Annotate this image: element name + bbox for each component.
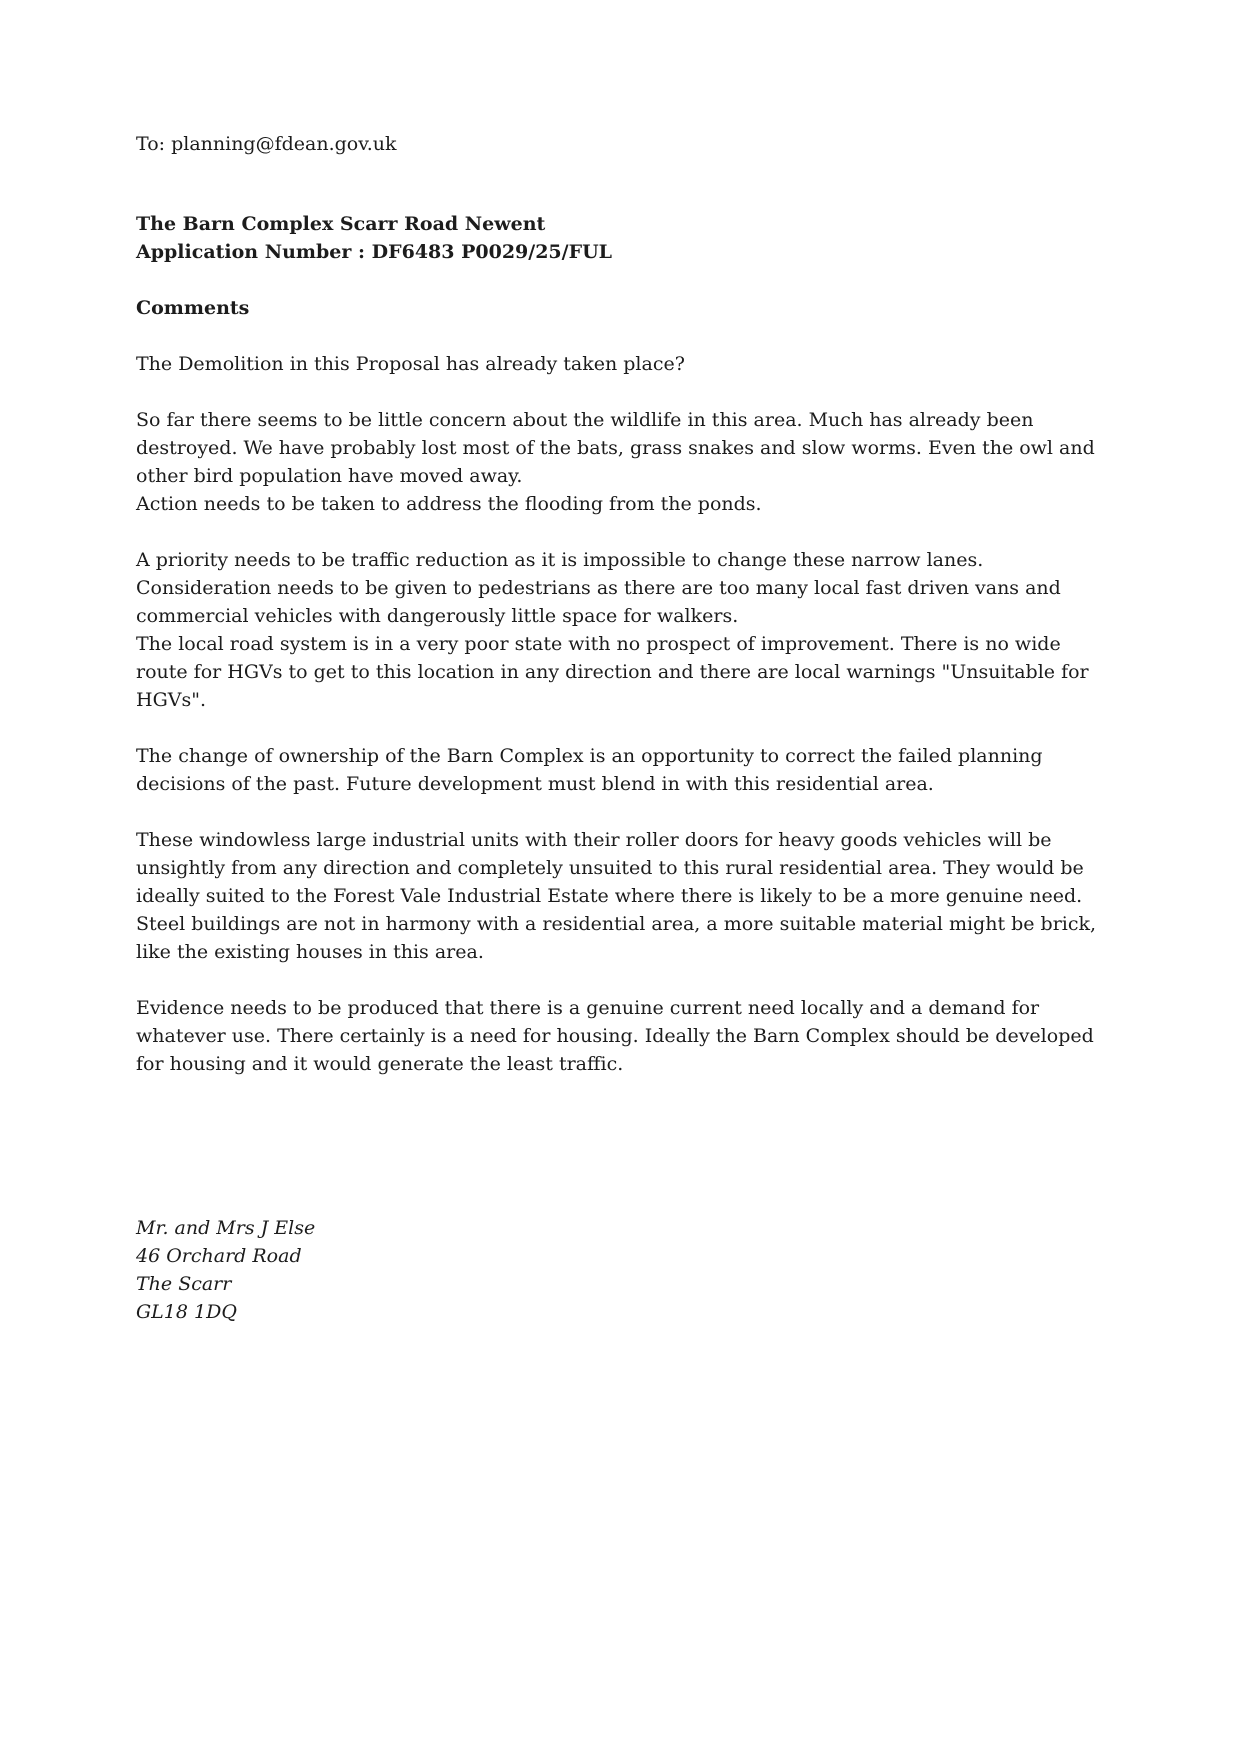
paragraph-traffic — [136, 546, 1105, 714]
paragraph-line: These windowless large industrial units with their roller doors for heavy goods vehicles will be unsightly from any direction and completely unsuited to this rural residential area. They would be ideally suited to the Forest Vale Industrial Estate where there is likely to be a more genuine need. — [136, 829, 1084, 907]
subject-title: The Barn Complex Scarr Road Newent — [136, 213, 546, 235]
subject-block — [136, 210, 1105, 266]
paragraph-line: Evidence needs to be produced that there is a genuine current need locally and a demand for whatever use. There certainly is a need for housing. Ideally the Barn Complex should be developed for housing and it would generate the least traffic. — [136, 997, 1094, 1075]
to-line: To: planning@fdean.gov.uk — [136, 133, 397, 155]
paragraph-line: The local road system is in a very poor state with no prospect of improvement. There is no wide route for HGVs to get to this location in any direction and there are local warnings "Unsuitable for HGVs". — [136, 633, 1089, 711]
paragraph-ownership — [136, 742, 1105, 798]
paragraph-industrial-units — [136, 826, 1105, 966]
paragraph-line: Action needs to be taken to address the flooding from the ponds. — [136, 493, 762, 515]
paragraph-line: So far there seems to be little concern about the wildlife in this area. Much has already been destroyed. We have probably lost most of the bats, grass snakes and slow worms. Even the owl and other bird population have moved away. — [136, 409, 1095, 487]
paragraph-line: The Demolition in this Proposal has already taken place? — [136, 353, 685, 375]
paragraph-line: A priority needs to be traffic reduction as it is impossible to change these narrow lanes. Consideration needs to be given to pedestrians as there are too many local fast driven vans and commercial vehicles with dangerously little space for walkers. — [136, 549, 1061, 627]
paragraph-demolition — [136, 350, 1105, 378]
signature-name: Mr. and Mrs J Else — [136, 1217, 316, 1239]
paragraph-line: Steel buildings are not in harmony with a residential area, a more suitable material might be brick, like the existing houses in this area. — [136, 913, 1097, 963]
signature-locality: The Scarr — [136, 1273, 232, 1295]
signature-block — [136, 1214, 1105, 1326]
paragraph-line: The change of ownership of the Barn Complex is an opportunity to correct the failed planning decisions of the past. Future development must blend in with this residential area. — [136, 745, 1043, 795]
signature-street: 46 Orchard Road — [136, 1245, 302, 1267]
paragraph-wildlife — [136, 406, 1105, 518]
comments-heading: Comments — [136, 297, 250, 319]
application-number: Application Number : DF6483 P0029/25/FUL — [136, 241, 613, 263]
paragraph-evidence — [136, 994, 1105, 1078]
signature-postcode: GL18 1DQ — [136, 1301, 237, 1323]
